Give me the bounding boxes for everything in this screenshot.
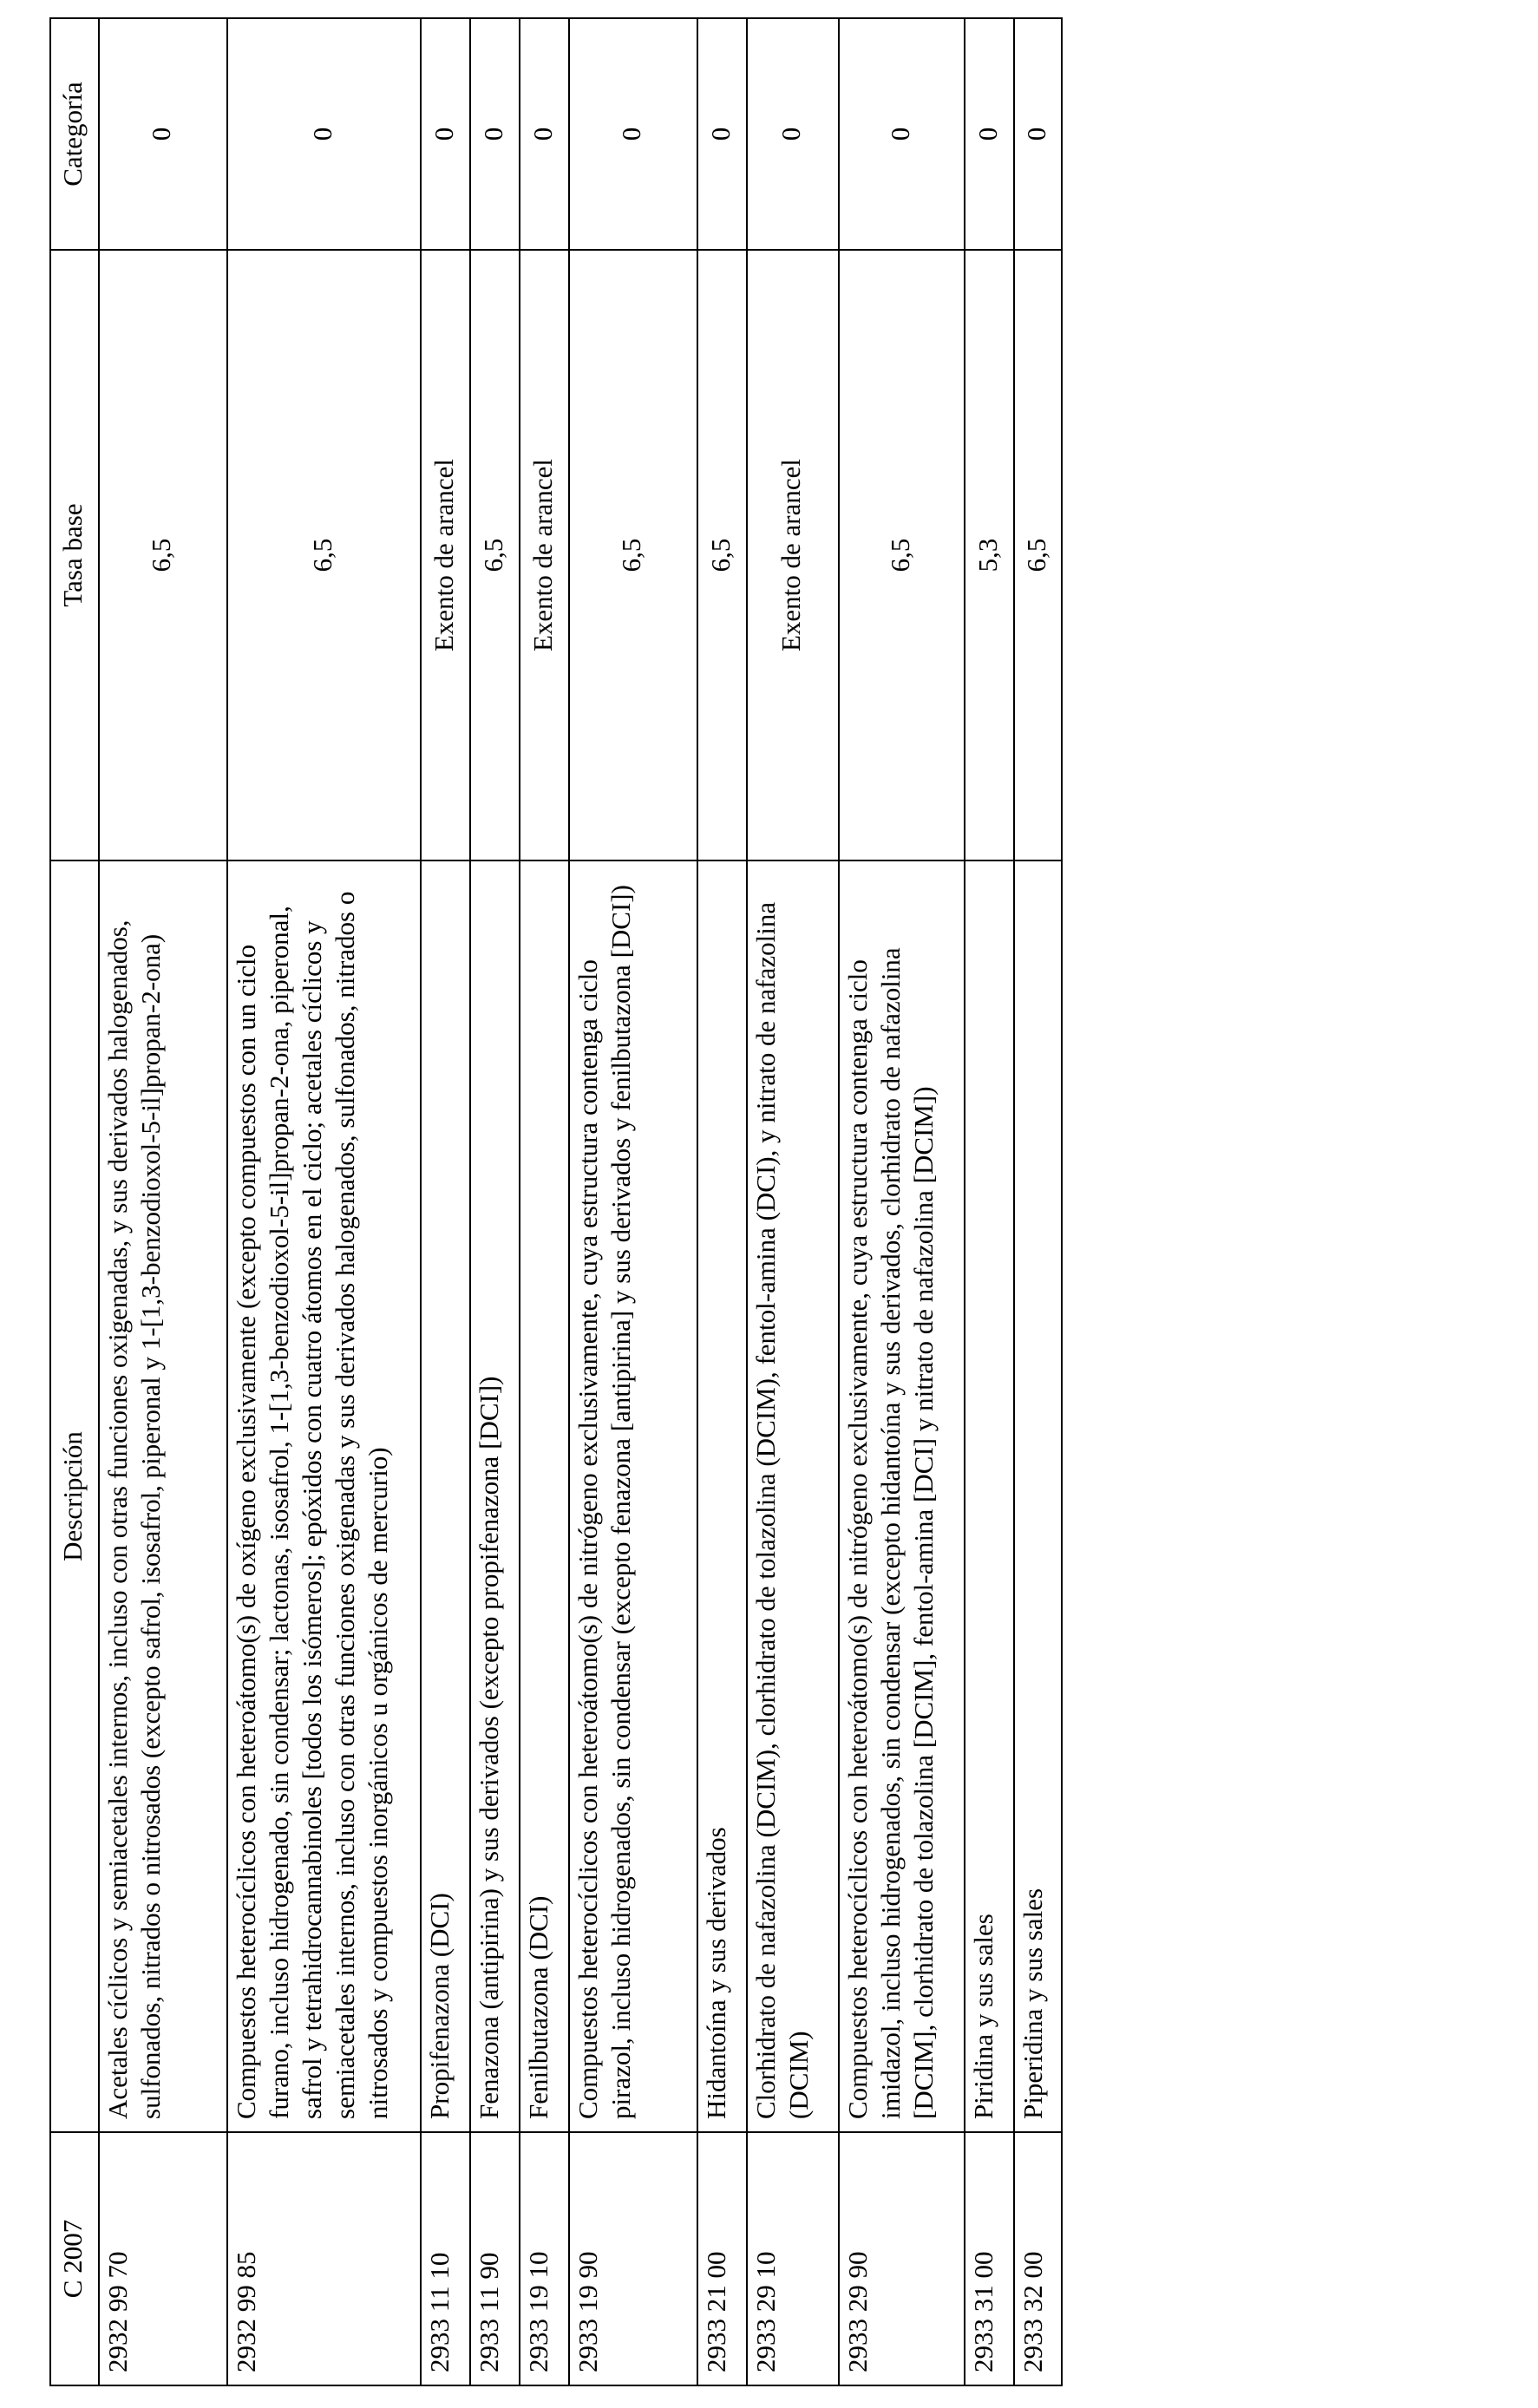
cell-description: Piperidina y sus sales bbox=[1014, 860, 1062, 2132]
cell-category: 0 bbox=[839, 18, 965, 250]
cell-category: 0 bbox=[697, 18, 747, 250]
cell-category: 0 bbox=[1014, 18, 1062, 250]
cell-rate: 5,3 bbox=[965, 250, 1014, 860]
cell-code: 2933 29 10 bbox=[747, 2132, 839, 2385]
table-row bbox=[520, 18, 569, 2385]
cell-code: 2933 32 00 bbox=[1014, 2132, 1062, 2385]
cell-category: 0 bbox=[569, 18, 697, 250]
table-row bbox=[569, 18, 697, 2385]
cell-category: 0 bbox=[520, 18, 569, 250]
cell-category: 0 bbox=[965, 18, 1014, 250]
column-header-rate: Tasa base bbox=[50, 250, 99, 860]
cell-rate: 6,5 bbox=[697, 250, 747, 860]
cell-description: Hidantoína y sus derivados bbox=[697, 860, 747, 2132]
cell-rate: 6,5 bbox=[470, 250, 520, 860]
table-row bbox=[1014, 18, 1062, 2385]
cell-rate: 6,5 bbox=[227, 250, 421, 860]
cell-rate: Exento de arancel bbox=[421, 250, 470, 860]
rotated-table-container bbox=[49, 19, 1052, 2386]
cell-description: Fenazona (antipirina) y sus derivados (excepto propifenazona [DCI]) bbox=[470, 860, 520, 2132]
table-row bbox=[747, 18, 839, 2385]
cell-description: Piridina y sus sales bbox=[965, 860, 1014, 2132]
cell-description: Clorhidrato de nafazolina (DCIM), clorhidrato de tolazolina (DCIM), fentol-amina (DCI), y nitrato de nafazolina (DCIM) bbox=[747, 860, 839, 2132]
table-row bbox=[227, 18, 421, 2385]
cell-code: 2933 21 00 bbox=[697, 2132, 747, 2385]
cell-description: Propifenazona (DCI) bbox=[421, 860, 470, 2132]
cell-code: 2933 29 90 bbox=[839, 2132, 965, 2385]
cell-rate: Exento de arancel bbox=[747, 250, 839, 860]
tariff-table bbox=[49, 17, 1063, 2386]
table-row bbox=[839, 18, 965, 2385]
column-header-category: Categoría bbox=[50, 18, 99, 250]
cell-description: Compuestos heterocíclicos con heteroátomo(s) de nitrógeno exclusivamente, cuya estructura contenga ciclo pirazol, incluso hidrogenados, sin condensar (excepto fenazona [antipirina] y sus derivados y fenilbutazona [DCI]) bbox=[569, 860, 697, 2132]
table-row bbox=[99, 18, 227, 2385]
table-row bbox=[421, 18, 470, 2385]
cell-category: 0 bbox=[470, 18, 520, 250]
table-header-row bbox=[50, 18, 99, 2385]
column-header-code: C 2007 bbox=[50, 2132, 99, 2385]
cell-rate: 6,5 bbox=[99, 250, 227, 860]
cell-code: 2932 99 70 bbox=[99, 2132, 227, 2385]
cell-category: 0 bbox=[421, 18, 470, 250]
table-row bbox=[697, 18, 747, 2385]
cell-description: Compuestos heterocíclicos con heteroátomo(s) de oxígeno exclusivamente (excepto compuestos con un ciclo furano, incluso hidrogenado, sin condensar; lactonas, isosafrol, 1-[1,3-benzodioxol-5-il]propan-2-ona, piperonal, safrol y tetrahidrocannabinoles [todos los isómeros]; epóxidos con cuatro átomos en el ciclo; acetales cíclicos y semiacetales internos, incluso con otras funciones oxigenadas y sus derivados halogenados, sulfonados, nitrados o nitrosados y compuestos inorgánicos u orgánicos de mercurio) bbox=[227, 860, 421, 2132]
cell-code: 2933 19 10 bbox=[520, 2132, 569, 2385]
cell-category: 0 bbox=[227, 18, 421, 250]
cell-rate: 6,5 bbox=[839, 250, 965, 860]
table-row bbox=[965, 18, 1014, 2385]
cell-code: 2933 11 10 bbox=[421, 2132, 470, 2385]
cell-category: 0 bbox=[747, 18, 839, 250]
cell-code: 2933 31 00 bbox=[965, 2132, 1014, 2385]
cell-code: 2933 11 90 bbox=[470, 2132, 520, 2385]
cell-description: Compuestos heterocíclicos con heteroátomo(s) de nitrógeno exclusivamente, cuya estructura contenga ciclo imidazol, incluso hidrogenados, sin condensar (excepto hidantoína y sus derivados, clorhidrato de nafazolina [DCIM], clorhidrato de tolazolina [DCIM], fentol-amina [DCI] y nitrato de nafazolina [DCIM]) bbox=[839, 860, 965, 2132]
cell-rate: 6,5 bbox=[1014, 250, 1062, 860]
cell-rate: Exento de arancel bbox=[520, 250, 569, 860]
cell-category: 0 bbox=[99, 18, 227, 250]
cell-code: 2933 19 90 bbox=[569, 2132, 697, 2385]
cell-code: 2932 99 85 bbox=[227, 2132, 421, 2385]
column-header-description: Descripción bbox=[50, 860, 99, 2132]
table-row bbox=[470, 18, 520, 2385]
cell-description: Acetales cíclicos y semiacetales internos, incluso con otras funciones oxigenadas, y sus derivados halogenados, sulfonados, nitrados o nitrosados (excepto safrol, isosafrol, piperonal y 1-[1,3-benzodioxol-5-il]propan-2-ona) bbox=[99, 860, 227, 2132]
cell-rate: 6,5 bbox=[569, 250, 697, 860]
cell-description: Fenilbutazona (DCI) bbox=[520, 860, 569, 2132]
